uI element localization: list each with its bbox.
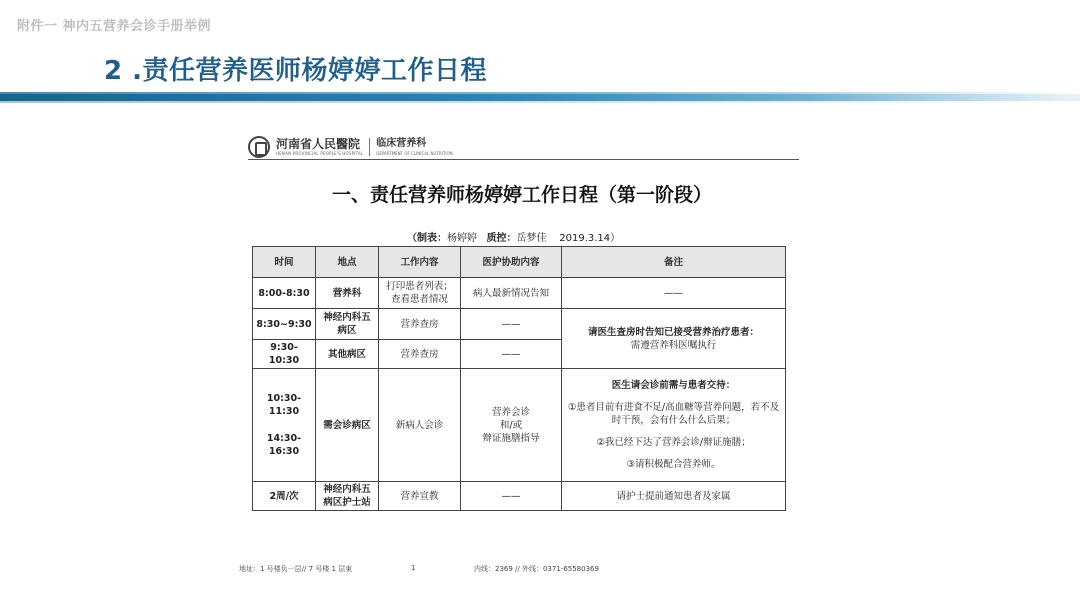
cell-assist: 病人最新情况告知 <box>461 278 562 309</box>
cell-assist: 营养会诊 和/或 辩证施膳指导 <box>461 369 562 482</box>
table-header-row <box>253 247 786 278</box>
footer-address: 地址：1 号楼负一层// 7 号楼 1 层東 <box>239 565 353 573</box>
cell-work: 营养宣教 <box>379 482 461 511</box>
time-slot-2: 14:30-16:30 <box>266 433 302 457</box>
band-main-stripe <box>0 94 1080 101</box>
cell-time <box>253 369 316 482</box>
table-row <box>253 482 786 511</box>
header-rule <box>248 159 799 160</box>
cell-place: 神经内科五病区 <box>316 309 379 340</box>
cell-work: 新病人会诊 <box>379 369 461 482</box>
footer-phone: 内线：2369 // 外线：0371-65580369 <box>474 565 599 573</box>
header-work: 工作内容 <box>379 247 461 278</box>
cell-merged-note <box>562 309 786 369</box>
document-title: 一、责任营养师杨婷婷工作日程（第一阶段） <box>331 184 712 206</box>
document-date: 2019.3.14） <box>559 233 621 244</box>
cell-work: 营养查房 <box>379 309 461 340</box>
cell-time: 9:30-10:30 <box>253 340 316 369</box>
header-assist: 医护协助内容 <box>461 247 562 278</box>
cell-place: 其他病区 <box>316 340 379 369</box>
footer-page-number: 1 <box>411 564 416 572</box>
cell-time: 8:30~9:30 <box>253 309 316 340</box>
slide-title: 2 .责任营养医师杨婷婷工作日程 <box>104 56 488 86</box>
department-block <box>376 137 452 157</box>
cell-note: 请护士提前通知患者及家属 <box>562 482 786 511</box>
cell-time: 8:00-8:30 <box>253 278 316 309</box>
cell-work: 打印患者列表；查看患者情况 <box>379 278 461 309</box>
merged-note-wrap <box>565 326 782 352</box>
prepared-by: 杨婷婷 <box>447 233 477 244</box>
header-time: 时间 <box>253 247 316 278</box>
cell-place: 神经内科五病区护士站 <box>316 482 379 511</box>
consult-note-item: ③请积极配合营养师。 <box>626 459 721 470</box>
department-name: 临床营养科 <box>376 138 427 149</box>
cell-time: 2周/次 <box>253 482 316 511</box>
hospital-logo-icon <box>248 136 270 158</box>
cell-assist: —— <box>461 482 562 511</box>
hospital-name-en: HENAN PROVINCIAL PEOPLE'S HOSPITAL <box>276 151 364 156</box>
hospital-name-block <box>276 137 363 157</box>
department-name-en: DEPARTMENT OF CLINICAL NUTRITION <box>376 151 453 156</box>
merged-note-title: 请医生查房时告知已接受营养治疗患者： <box>587 326 759 338</box>
cell-work: 营养查房 <box>379 340 461 369</box>
cell-place: 需会诊病区 <box>316 369 379 482</box>
title-band <box>0 91 1080 103</box>
consult-note-item: ②我已经下达了营养会诊/辩证施膳； <box>596 437 751 448</box>
schedule-table <box>252 246 786 511</box>
prepared-label: （制表： <box>407 233 447 244</box>
table-row <box>253 278 786 309</box>
time-slot-1: 10:30-11:30 <box>266 393 302 417</box>
table-row <box>253 309 786 340</box>
cell-assist: —— <box>461 309 562 340</box>
appendix-label: 附件一 神内五营养会诊手册举例 <box>17 19 212 34</box>
band-shadow-line <box>0 101 1080 103</box>
cell-place: 营养科 <box>316 278 379 309</box>
header-separator <box>369 138 370 156</box>
document-meta <box>407 229 620 244</box>
qc-by: 岳梦佳 <box>516 233 547 244</box>
schedule-document <box>232 122 812 588</box>
hospital-name: 河南省人民醫院 <box>276 137 361 151</box>
document-header <box>248 134 453 160</box>
header-place: 地点 <box>316 247 379 278</box>
cell-note: —— <box>562 278 786 309</box>
consult-note-item: ①患者目前有进食不足/高血糖等营养问题，若不及时干预，会有什么什么后果； <box>567 402 780 426</box>
header-note: 备注 <box>562 247 786 278</box>
consult-note-title: 医生请会诊前需与患者交待： <box>611 380 736 391</box>
qc-label: 质控： <box>486 233 517 244</box>
cell-assist: —— <box>461 340 562 369</box>
merged-note-body: 需遵营养科医嘱执行 <box>630 339 717 351</box>
cell-consult-note <box>562 369 786 482</box>
table-row <box>253 369 786 482</box>
